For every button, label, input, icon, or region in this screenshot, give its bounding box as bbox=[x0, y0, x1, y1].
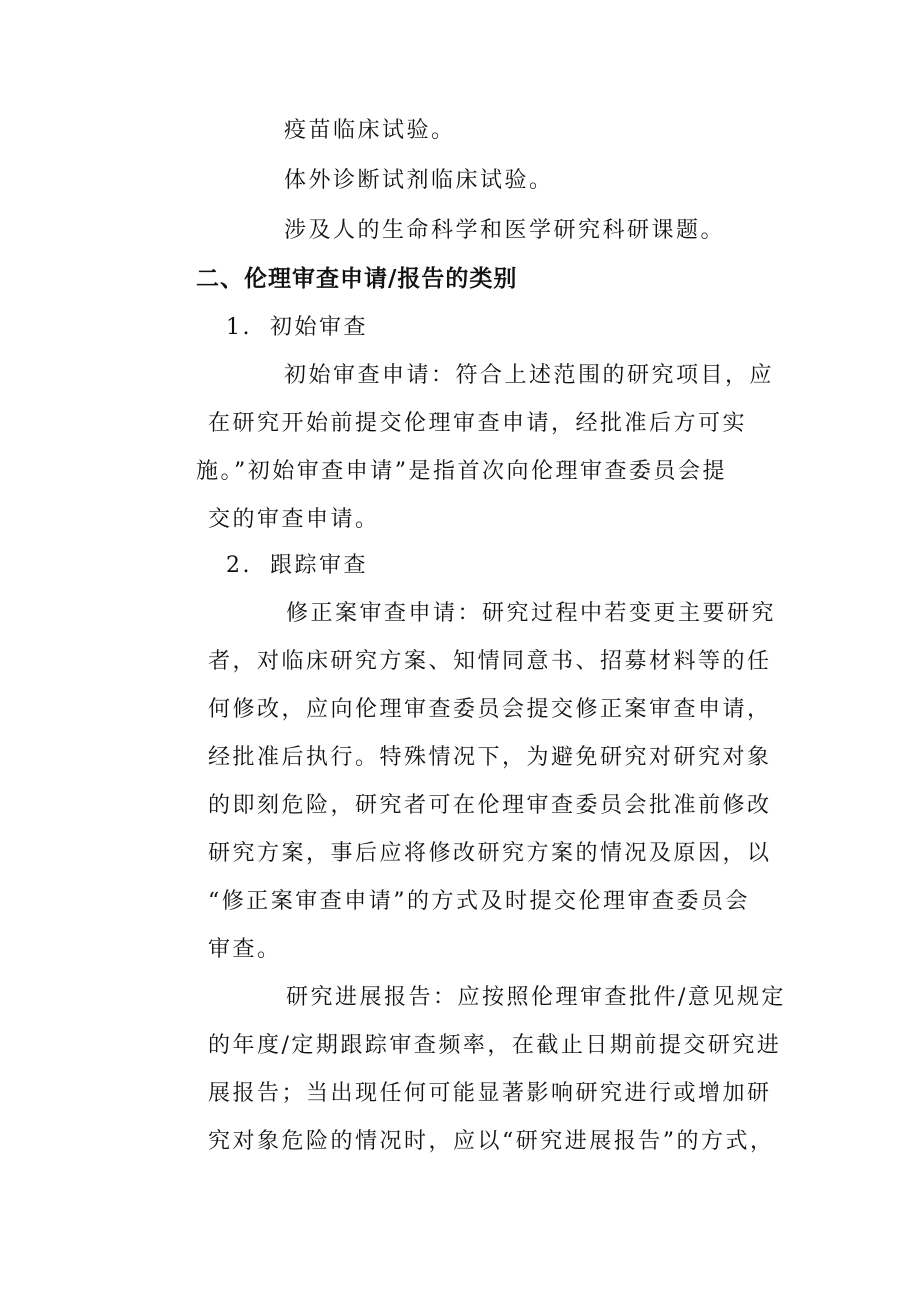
amendment-line-3: 何修改，应向伦理审查委员会提交修正案审查申请， bbox=[208, 697, 772, 722]
progress-report-line-2: 的年度/定期跟踪审查频率，在截止日期前提交研究进 bbox=[208, 1033, 782, 1058]
progress-report-line-1: 研究进展报告：应按照伦理审查批件/意见规定 bbox=[286, 985, 786, 1010]
scope-item-vaccine: 疫苗临床试验。 bbox=[284, 118, 456, 143]
subsection-2-title: 跟踪审查 bbox=[270, 553, 369, 578]
section-heading: 二、伦理审查申请/报告的类别 bbox=[196, 266, 518, 292]
subsection-2-heading bbox=[226, 551, 368, 581]
subsection-1-title: 初始审查 bbox=[270, 315, 369, 340]
amendment-line-8: 审查。 bbox=[208, 937, 282, 962]
scope-item-life-science: 涉及人的生命科学和医学研究科研课题。 bbox=[284, 218, 726, 243]
subsection-1-number: 1. bbox=[226, 315, 252, 340]
initial-review-line-4: 交的审查申请。 bbox=[208, 507, 380, 532]
subsection-1-heading bbox=[226, 313, 368, 343]
amendment-line-6: 研究方案，事后应将修改研究方案的情况及原因，以 bbox=[208, 841, 772, 866]
progress-report-line-4: 究对象危险的情况时，应以“研究进展报告”的方式， bbox=[208, 1129, 775, 1154]
subsection-2-number: 2. bbox=[226, 553, 252, 578]
amendment-line-4: 经批准后执行。特殊情况下，为避免研究对研究对象 bbox=[208, 745, 772, 770]
progress-report-line-3: 展报告；当出现任何可能显著影响研究进行或增加研 bbox=[208, 1081, 772, 1106]
initial-review-line-2: 在研究开始前提交伦理审查申请，经批准后方可实 bbox=[208, 411, 748, 436]
amendment-line-1: 修正案审查申请：研究过程中若变更主要研究 bbox=[286, 601, 777, 626]
amendment-line-5: 的即刻危险，研究者可在伦理审查委员会批准前修改 bbox=[208, 793, 772, 818]
amendment-line-2: 者，对临床研究方案、知情同意书、招募材料等的任 bbox=[208, 649, 772, 674]
scope-item-ivd: 体外诊断试剂临床试验。 bbox=[284, 168, 554, 193]
initial-review-line-1: 初始审查申请：符合上述范围的研究项目，应 bbox=[284, 363, 775, 388]
initial-review-line-3: 施。”初始审查申请”是指首次向伦理审查委员会提 bbox=[196, 459, 727, 484]
amendment-line-7: “修正案审查申请”的方式及时提交伦理审查委员会 bbox=[208, 889, 750, 914]
